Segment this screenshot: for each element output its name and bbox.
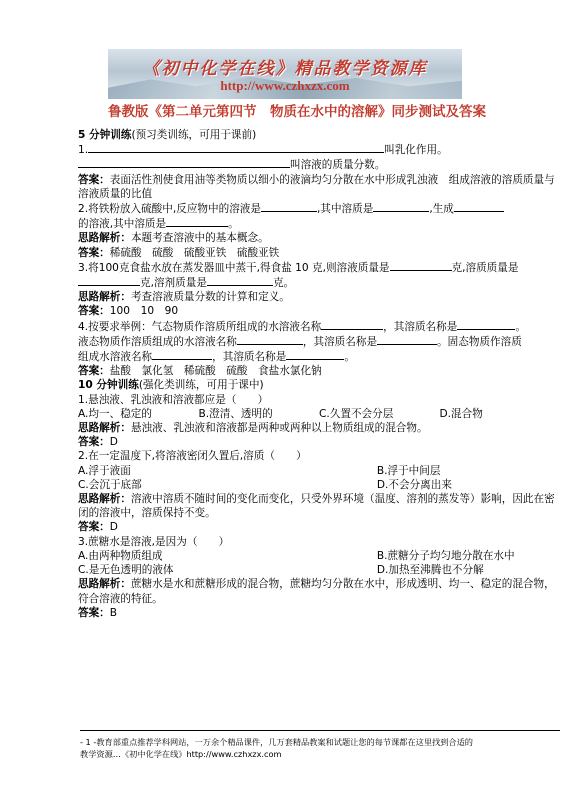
option-c: C.是无色透明的液体 <box>78 564 174 577</box>
answer-4 <box>78 364 560 378</box>
answer-blank <box>377 334 437 345</box>
text-span: 叫溶液的质量分数。 <box>290 159 386 172</box>
text-span: 3.将100克食盐水放在蒸发器皿中蒸干,得食盐 10 克,则溶液质量是 <box>78 261 390 274</box>
question-7-options-1 <box>78 549 560 563</box>
document-title: 鲁教版《第二单元第四节 物质在水中的溶解》同步测试及答案 <box>108 104 486 120</box>
text-span: 。 <box>515 320 526 333</box>
text-span: 溶液中溶质不随时间的变化而变化，只受外界环境（温度、溶剂的蒸发等）影响，因此在密闭的溶液中，溶质保持不变。 <box>78 493 555 520</box>
question-4 <box>78 319 560 334</box>
answer-blank <box>390 260 452 271</box>
text-span: 。 <box>228 218 239 231</box>
option-d: D.加热至沸腾也不分解 <box>376 564 484 577</box>
footer-divider <box>80 730 560 731</box>
text-span: 悬浊液、乳浊液和溶液都是两种或两种以上物质组成的混合物。 <box>130 422 428 435</box>
bold-label: 10 分钟训练 <box>78 379 139 392</box>
bold-label: 答案： <box>78 246 110 259</box>
answer-blank <box>261 201 317 212</box>
answer-blank <box>207 275 273 286</box>
option-d: D.不会分离出来 <box>376 478 452 491</box>
answer-blank <box>321 319 383 330</box>
question-2 <box>78 201 560 216</box>
question-1-cont <box>78 157 560 172</box>
banner-url: http://www.czhxzx.com <box>220 78 350 93</box>
question-2-cont <box>78 216 560 231</box>
option-b: B.蔗糖分子均匀地分散在水中 <box>376 549 515 562</box>
banner-title: 《初中化学在线》精品教学资源库 <box>142 59 428 79</box>
question-3-cont <box>78 275 560 290</box>
text-span: 。 <box>344 351 355 364</box>
document-body <box>78 128 560 620</box>
question-6-options-1 <box>78 464 560 478</box>
section-heading-2 <box>78 378 560 392</box>
bold-label: 答案： <box>78 436 110 449</box>
option-a: A.由两种物质组成 <box>78 549 163 562</box>
text-span: ，其溶质名称是 <box>212 351 287 364</box>
bold-label: 思路解析： <box>78 291 131 304</box>
footer-line-1: - 1 -教育部重点推荐学科网站，一万余个精品课件，几万套精品教案和试题让您的每节课都在这里找到合适的 <box>80 737 473 747</box>
text-span: 组成水溶液名称 <box>78 351 153 364</box>
question-5-options <box>78 407 560 421</box>
answer-blank <box>88 142 384 153</box>
text-span: ，其溶质名称是 <box>302 335 378 348</box>
bold-label: 答案： <box>78 365 110 378</box>
option-d: D.混合物 <box>439 407 483 420</box>
option-c: C.久置不会分层 <box>319 407 394 420</box>
page-footer <box>80 736 565 760</box>
answer-7 <box>78 606 560 620</box>
answer-blank <box>373 201 429 212</box>
text-span: 考查溶液质量分数的计算和定义。 <box>130 291 290 304</box>
answer-blank <box>152 349 212 360</box>
answer-5 <box>78 435 560 449</box>
question-4-cont <box>78 334 560 349</box>
option-b: B.澄清、透明的 <box>198 407 273 420</box>
option-b: B.浮于中间层 <box>376 464 441 477</box>
question-7-options-2 <box>78 563 560 577</box>
text-span: 100 10 90 <box>109 305 179 318</box>
bold-label: 思路解析： <box>78 422 131 435</box>
text-span: 盐酸 氯化氢 稀硫酸 硫酸 食盐水氯化钠 <box>109 365 322 378</box>
bold-label: 答案： <box>78 305 110 318</box>
text-span: 。固态物质作溶质 <box>437 335 522 348</box>
question-5: 1.悬浊液、乳浊液和溶液都应是（ ） <box>78 393 269 406</box>
text-span: ,其中溶质是 <box>316 203 374 216</box>
text-span: 1. <box>78 144 89 157</box>
bold-label: 思路解析： <box>78 578 131 591</box>
answer-blank <box>78 275 140 286</box>
text-span: 克,溶剂质量是 <box>140 277 207 290</box>
bold-label: 答案： <box>78 173 110 186</box>
text-span: (预习类训练，可用于课前) <box>131 129 257 141</box>
text-span: ,生成 <box>429 203 454 216</box>
text-span: 叫乳化作用。 <box>384 144 448 157</box>
answer-3 <box>78 304 560 318</box>
footer-line-2: 教学资源…《初中化学在线》http://www.czhxzx.com <box>80 749 282 759</box>
question-4-cont2 <box>78 349 560 364</box>
answer-2 <box>78 246 560 260</box>
text-span: 克,溶质质量是 <box>451 261 519 274</box>
text-span: D <box>109 436 118 449</box>
text-span: ，其溶质名称是 <box>383 320 458 333</box>
text-span: 稀硫酸 硫酸 硫酸亚铁 硫酸亚铁 <box>109 246 280 259</box>
text-span: (强化类训练，可用于课中) <box>138 379 264 392</box>
text-span: 表面活性剂使食用油等类物质以细小的液滴均匀分散在水中形成乳浊液 组成溶液的溶质质量与溶液质量的比值 <box>78 173 555 200</box>
answer-blank <box>286 349 344 360</box>
text-span: D <box>109 521 118 534</box>
text-span: 4.按要求举例：气态物质作溶质所组成的水溶液名称 <box>78 320 322 333</box>
header-banner <box>108 49 462 99</box>
question-3 <box>78 260 560 275</box>
analysis-2 <box>78 231 560 245</box>
text-span: B <box>109 606 118 619</box>
answer-blank <box>78 157 290 168</box>
option-a: A.浮于液面 <box>78 464 131 477</box>
analysis-7 <box>78 577 560 605</box>
question-6: 2.在一定温度下,将溶液密闭久置后,溶质（ ） <box>78 450 307 463</box>
text-span: 的溶液,其中溶质是 <box>78 218 167 231</box>
question-6-options-2 <box>78 478 560 492</box>
analysis-5 <box>78 421 560 435</box>
answer-6 <box>78 520 560 534</box>
answer-blank <box>166 216 228 227</box>
option-a: A.均一、稳定的 <box>78 407 152 420</box>
question-1 <box>78 142 560 157</box>
bold-label: 思路解析： <box>78 232 131 245</box>
text-span: 克。 <box>272 277 295 290</box>
answer-1 <box>78 173 560 201</box>
answer-blank <box>237 334 303 345</box>
bold-label: 答案： <box>78 521 110 534</box>
bold-label: 5 分钟训练 <box>78 129 132 141</box>
answer-blank <box>454 201 504 212</box>
analysis-3 <box>78 290 560 304</box>
section-heading <box>78 128 560 142</box>
analysis-6 <box>78 492 560 520</box>
question-7: 3.蔗糖水是溶液,是因为（ ） <box>78 535 230 548</box>
text-span: 2.将铁粉放入硫酸中,反应物中的溶液是 <box>78 203 261 216</box>
option-c: C.会沉于底部 <box>78 478 142 491</box>
text-span: 蔗糖水是水和蔗糖形成的混合物，蔗糖均匀分散在水中，形成透明、均一、稳定的混合物，符合溶液的特征。 <box>78 578 555 605</box>
answer-blank <box>457 319 515 330</box>
text-span: 液态物质作溶质组成的水溶液名称 <box>78 335 237 348</box>
bold-label: 思路解析： <box>78 493 131 506</box>
text-span: 本题考查溶液中的基本概念。 <box>130 232 269 245</box>
bold-label: 答案： <box>78 606 110 619</box>
